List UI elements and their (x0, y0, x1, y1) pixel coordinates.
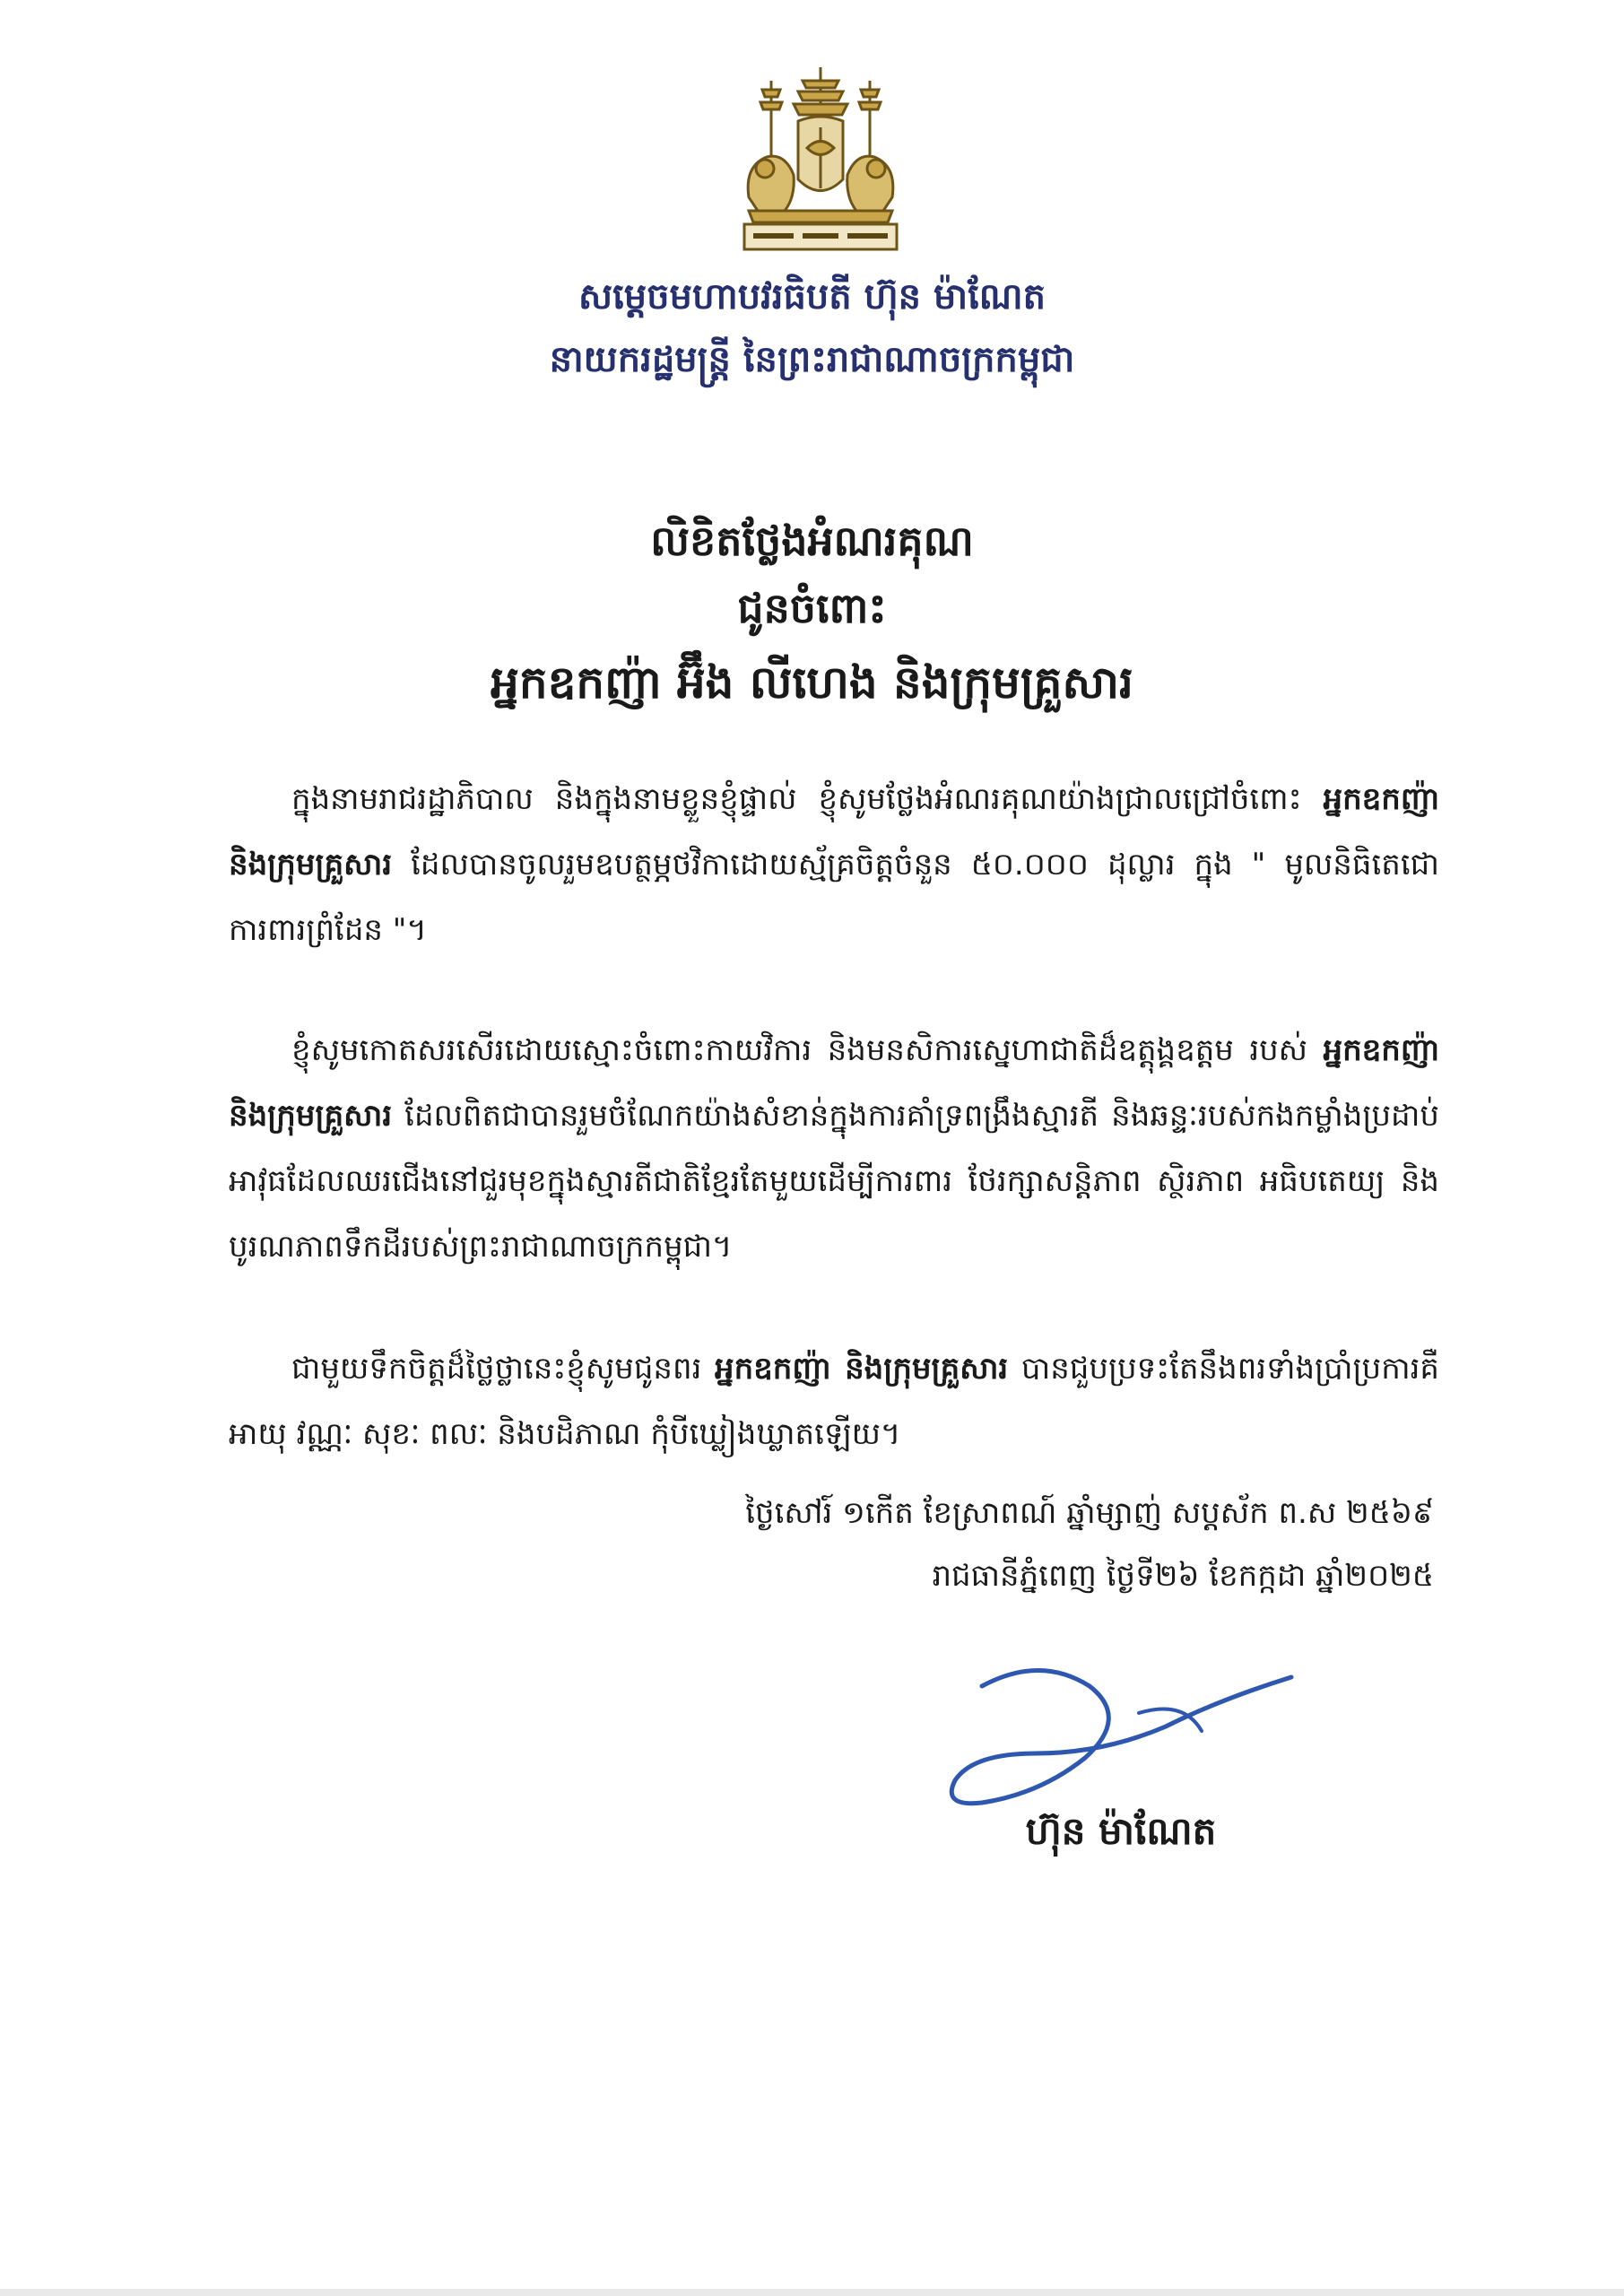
solar-date: រាជធានីភ្នំពេញ ថ្ងៃទី២៦ ខែកក្កដា ឆ្នាំ២០២៥ (932, 1558, 1434, 1594)
body-paragraph-3: ជាមួយទឹកចិត្តដ៏ថ្លៃថ្លានេះខ្ញុំសូមជូនពរ អ្នកឧកញ៉ា និងក្រុមគ្រួសារ បានជួបប្រទះតែនឹងពរទាំងប្រាំប្រការគឺ អាយុ វណ្ណៈ សុខៈ ពលៈ និងបដិភាណ កុំបីឃ្លៀងឃ្លាតឡើយ។ (229, 1351, 1440, 1452)
signature-icon (933, 1659, 1309, 1812)
page-bottom-edge (0, 2289, 1624, 2296)
letterhead-subtitle: នាយករដ្ឋមន្ត្រី នៃព្រះរាជាណាចក្រកម្ពុជា (549, 338, 1075, 380)
addressee-highlight: អ្នកឧកញ៉ា និងក្រុមគ្រួសារ (714, 1351, 1009, 1387)
letter-addressee: អ្នកឧកញ៉ា អ៊ឹង លីហេង និងក្រុមគ្រួសារ (491, 656, 1133, 709)
body-paragraph-1: ក្នុងនាមរាជរដ្ឋាភិបាល និងក្នុងនាមខ្លួនខ្ញុំផ្ទាល់ ខ្ញុំសូមថ្លែងអំណរគុណយ៉ាងជ្រាលជ្រៅចំពោះ អ្នកឧកញ៉ា និងក្រុមគ្រួសារ ដែលបានចូលរួមឧបត្ថម្ភថវិកាដោយស្ម័គ្រចិត្តចំនួន ៥០.០០០ ដុល្លារ ក្នុង " មូលនិធិតេជោការពារព្រំដែន "។ (229, 781, 1439, 948)
addressee-highlight: អ្នកឧកញ៉ា និងក្រុមគ្រួសារ (229, 781, 1439, 883)
letter-addressee-label: ជូនចំពោះ (737, 584, 887, 632)
lunar-date: ថ្ងៃសៅរ៍ ១កើត ខែស្រាពណ៍ ឆ្នាំម្សាញ់ សប្តស័ក ព.ស ២៥៦៩ (745, 1495, 1434, 1531)
letterhead-title: សម្តេចមហាបវរធិបតី ហ៊ុន ម៉ាណែត (578, 275, 1046, 317)
body-paragraph-2: ខ្ញុំសូមកោតសរសើរដោយស្មោះចំពោះកាយវិការ និងមនសិការស្នេហាជាតិដ៏ឧត្តុង្គឧត្តម របស់ អ្នកឧកញ៉ា និងក្រុមគ្រួសារ ដែលពិតជាបានរួមចំណែកយ៉ាងសំខាន់ក្នុងការគាំទ្រពង្រឹងស្មារតី និងឆន្ទៈរបស់កងកម្លាំងប្រដាប់អាវុធដែលឈរជើងនៅជួរមុខក្នុងស្មារតីជាតិខ្មែរតែមួយដើម្បីការពារ ថែរក្សាសន្តិភាព ស្ថិរភាព អធិបតេយ្យ និងបូរណភាពទឹកដីរបស់ព្រះរាជាណាចក្រកម្ពុជា។ (229, 1032, 1439, 1265)
signer-name: ហ៊ុន ម៉ាណែត (1025, 1809, 1217, 1853)
addressee-highlight: អ្នកឧកញ៉ា និងក្រុមគ្រួសារ (229, 1032, 1439, 1134)
royal-emblem-icon (731, 63, 910, 256)
letter-title: លិខិតថ្លែងអំណរគុណ (650, 517, 974, 565)
